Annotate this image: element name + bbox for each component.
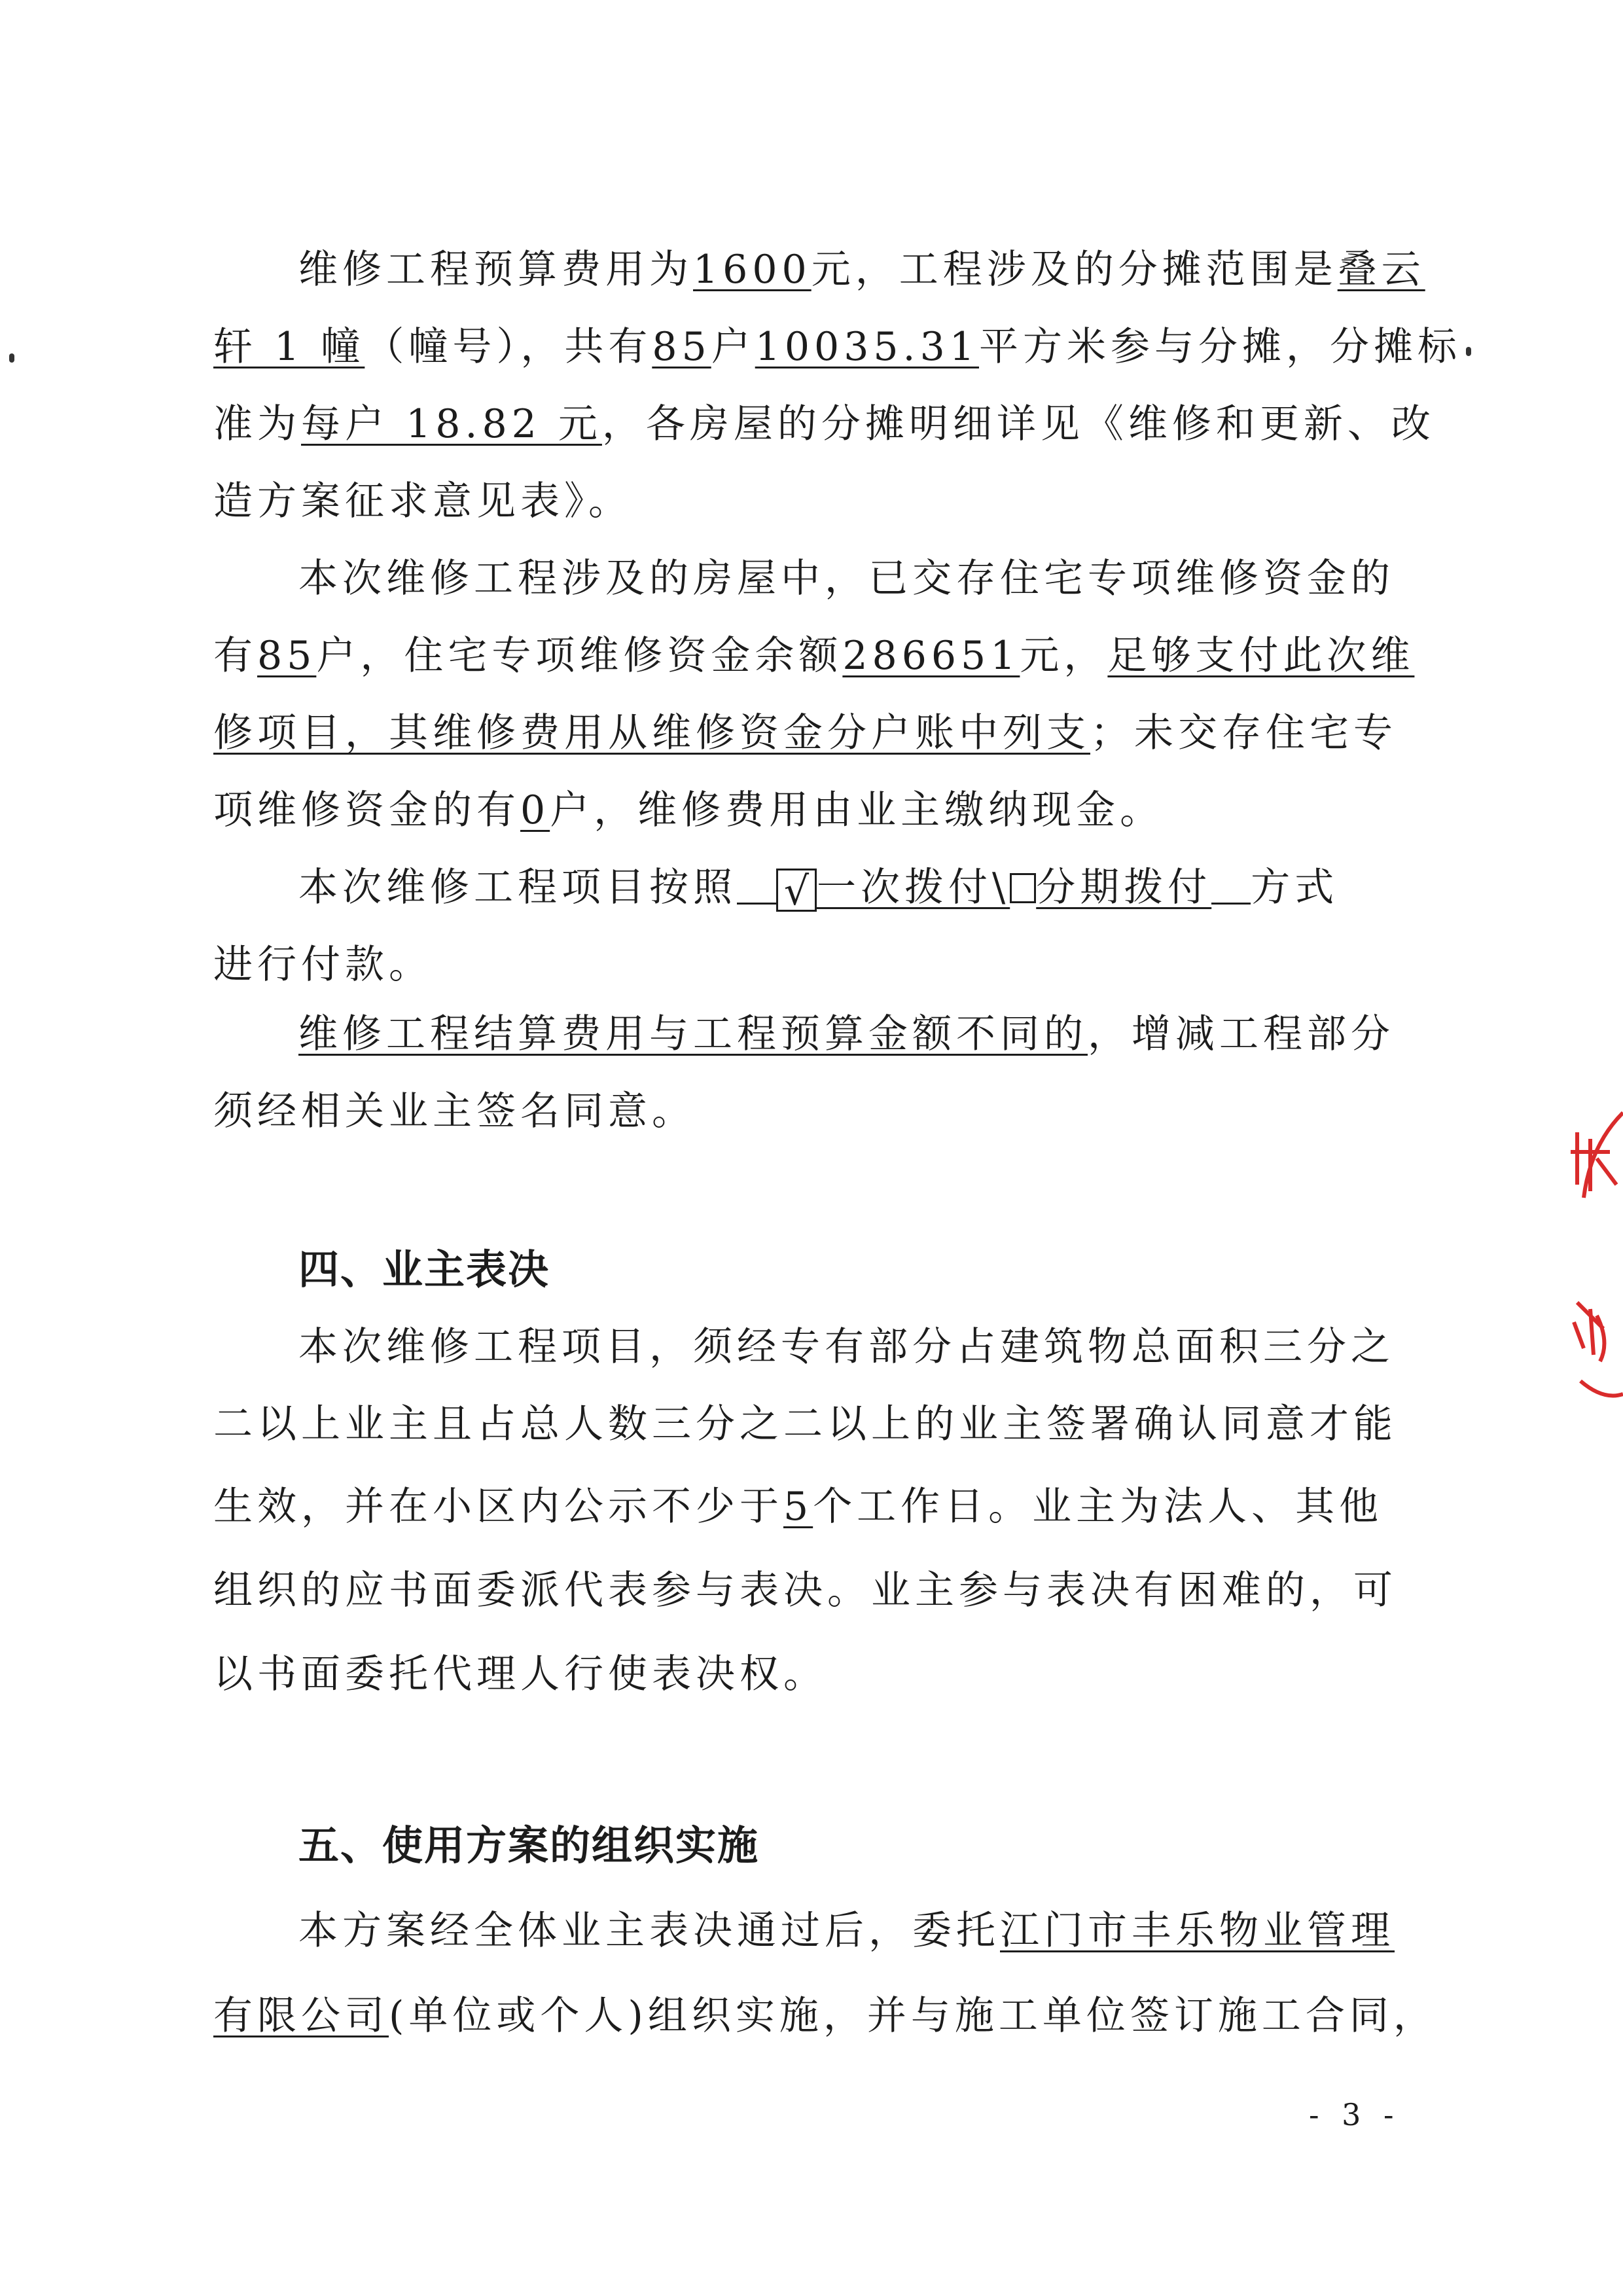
balance-value: 286651 bbox=[842, 633, 1020, 679]
s4-line2: 二以上业主且占总人数三分之二以上的业主签署确认同意才能 bbox=[213, 1401, 1397, 1447]
binding-mark bbox=[1466, 347, 1471, 356]
standard-value: 每户 18.82 元 bbox=[301, 401, 602, 447]
scope-value: 叠云 bbox=[1337, 247, 1425, 293]
section5-heading: 五、使用方案的组织实施 bbox=[298, 1821, 760, 1869]
area-value: 10035.31 bbox=[755, 324, 979, 370]
p1-line2: 轩 1 幢（幢号），共有85户10035.31平方米参与分摊，分摊标 bbox=[213, 324, 1461, 370]
s4-line5: 以书面委托代理人行使表决权。 bbox=[213, 1651, 827, 1697]
p2-line2: 有85户，住宅专项维修资金余额286651元，足够支付此次维 bbox=[213, 633, 1415, 679]
s5-line2: 有限公司(单位或个人)组织实施，并与施工单位签订施工合同， bbox=[213, 1993, 1437, 2039]
p2-line4: 项维修资金的有0户，维修费用由业主缴纳现金。 bbox=[213, 787, 1164, 833]
p2-line3: 修项目，其维修费用从维修资金分户账中列支；未交存住宅专 bbox=[213, 710, 1397, 756]
official-seal-stamp bbox=[1564, 1106, 1623, 1420]
days-value: 5 bbox=[783, 1484, 813, 1530]
company-value: 江门市丰乐物业管理 bbox=[1000, 1908, 1395, 1954]
p1-line3: 准为每户 18.82 元，各房屋的分摊明细详见《维修和更新、改 bbox=[213, 401, 1435, 447]
binding-mark bbox=[9, 353, 14, 363]
p4-line1: 维修工程结算费用与工程预算金额不同的，增减工程部分 bbox=[298, 1011, 1395, 1057]
s5-line1: 本方案经全体业主表决通过后，委托江门市丰乐物业管理 bbox=[298, 1908, 1395, 1954]
unpaid-households-value: 0 bbox=[520, 787, 550, 833]
p1-line4: 造方案征求意见表》。 bbox=[213, 478, 632, 524]
paid-households-value: 85 bbox=[257, 633, 317, 679]
budget-value: 1600 bbox=[693, 247, 812, 293]
p1-line1: 维修工程预算费用为1600元，工程涉及的分摊范围是叠云 bbox=[298, 247, 1425, 293]
section4-heading: 四、业主表决 bbox=[298, 1246, 550, 1293]
installment-checkbox bbox=[1010, 873, 1036, 903]
s4-line4: 组织的应书面委派代表参与表决。业主参与表决有困难的，可 bbox=[213, 1568, 1397, 1613]
one-time-payment-checkbox: √ bbox=[776, 869, 817, 912]
s4-line3: 生效，并在小区内公示不少于5个工作日。业主为法人、其他 bbox=[213, 1484, 1383, 1530]
p3-line2: 进行付款。 bbox=[213, 942, 433, 988]
households-value: 85 bbox=[652, 324, 711, 370]
p4-line2: 须经相关业主签名同意。 bbox=[213, 1088, 696, 1134]
p3-line1: 本次维修工程项目按照 √ 一次拨付\ 分期拨付 方式 bbox=[298, 861, 1411, 914]
s4-line1: 本次维修工程项目，须经专有部分占建筑物总面积三分之 bbox=[298, 1324, 1395, 1370]
p2-line1: 本次维修工程涉及的房屋中，已交存住宅专项维修资金的 bbox=[298, 556, 1395, 601]
page-number: - 3 - bbox=[1309, 2097, 1400, 2132]
